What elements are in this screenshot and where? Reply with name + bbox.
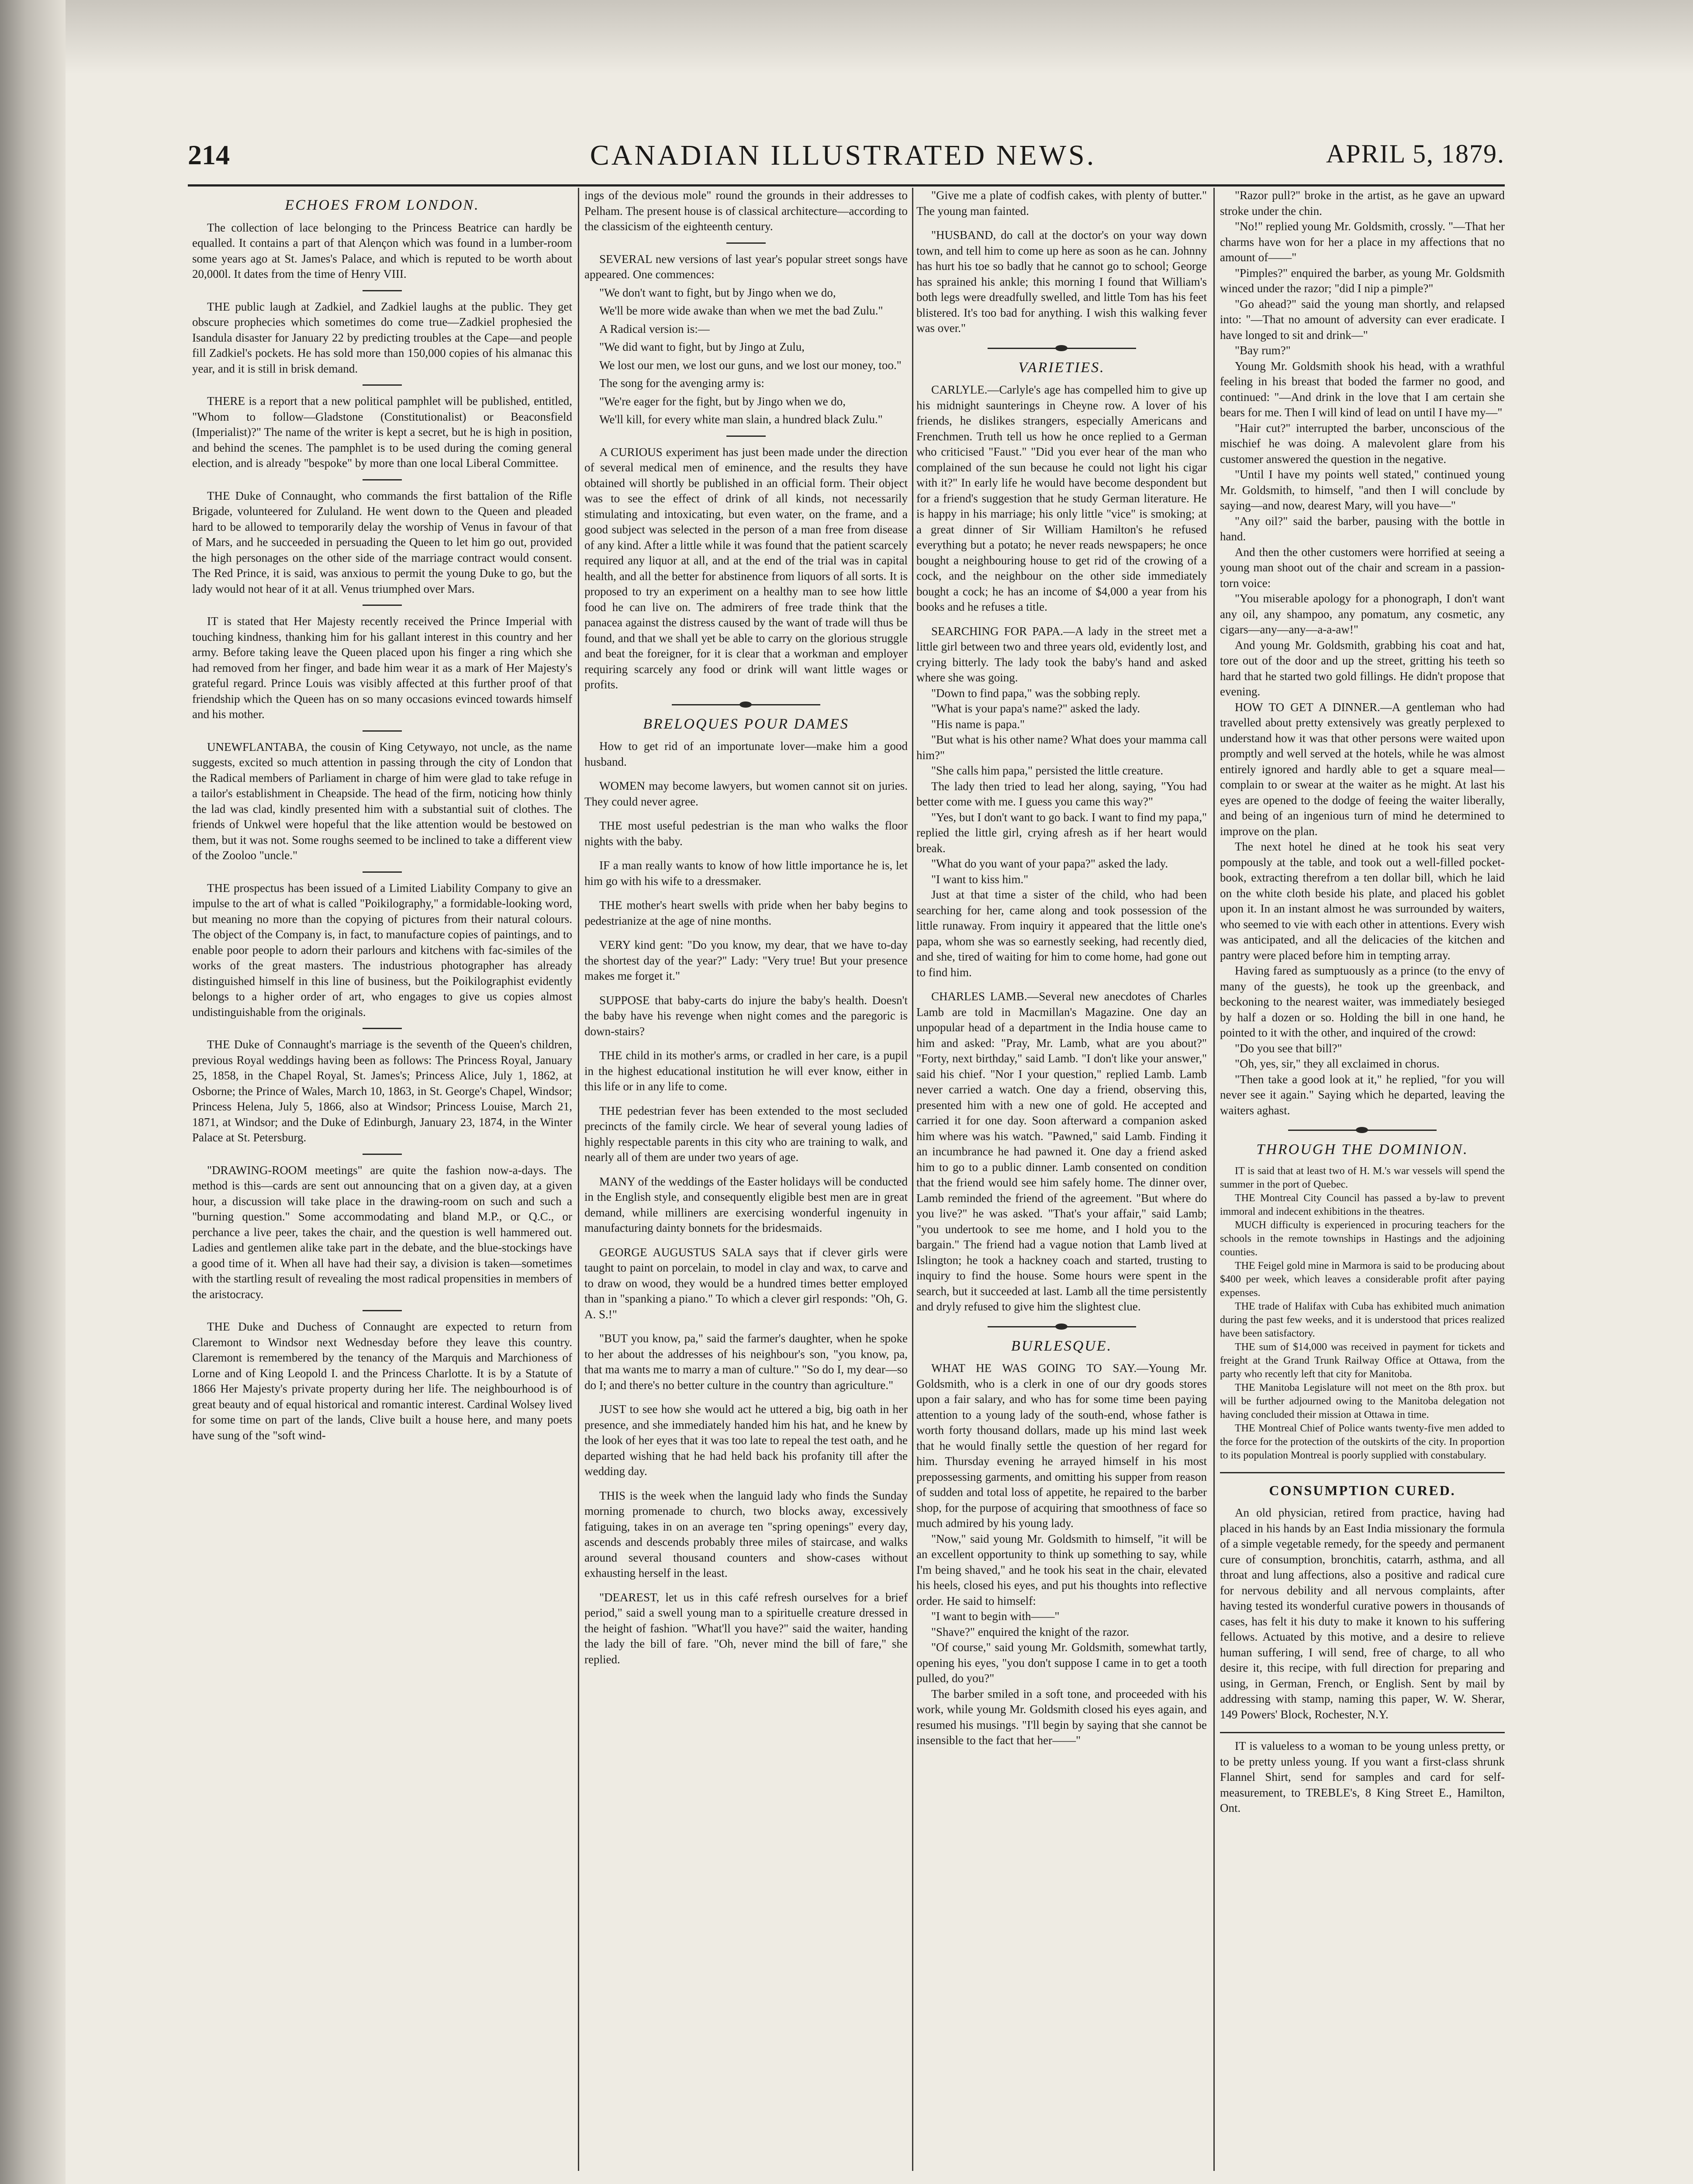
item-divider: [363, 605, 402, 606]
article-paragraph: A Radical version is:—: [599, 322, 710, 335]
item-divider: [363, 384, 402, 386]
article-paragraph: "Then take a good look at it," he replied, "for you will never see it again." Saying which he departed, leaving the waiters aghast.: [1220, 1072, 1505, 1117]
article-paragraph: THE pedestrian fever has been extended to the most secluded precincts of the family circle. We hear of several young ladies of highly respectable parents in this city who are training to walk, and nearly all of them are under two years of age.: [584, 1104, 908, 1164]
ornamental-rule: [1288, 1128, 1437, 1132]
section-heading-burlesque: BURLESQUE.: [1011, 1337, 1113, 1354]
article-paragraph: SEARCHING FOR PAPA.—A lady in the street met a little girl between two and three years old, evidently lost, and crying bitterly. The lady took the baby's hand and asked where she was going.: [916, 624, 1207, 684]
article-paragraph: Having fared as sumptuously as a prince (to the envy of many of the guests), he took up the greenback, and beckoning to the nearest waiter, was immediately besieged by half a dozen or so. Holding the bill in one hand, he pointed to it with the other, and inquired of the crowd:: [1220, 964, 1505, 1039]
ornamental-rule: [672, 702, 820, 707]
column-rule: [1213, 188, 1215, 2171]
article-paragraph: CHARLES LAMB.—Several new anecdotes of Charles Lamb are told in Macmillan's Magazine. One day an unpopular head of a department in the India house came to him and asked: "Pray, Mr. Lamb, what are you about?" "Forty, next birthday," said Lamb. "I don't like your answer," said his chief. "Nor I your question," replied Lamb. Lamb never carried a watch. One day a friend, observing this, presented him with a new one of gold. He accepted and carried it for one day. Soon afterward a companion asked him where was his watch. "Pawned," said Lamb. Finding it an incumbrance he had pawned it. One day a friend asked him to go to a public dinner. Lamb consented on condition that the friend would see him safely home. The dinner over, Lamb reminded the friend of the agreement. "But where do you live?" he was asked. "That's your affair," said Lamb; "you undertook to see me home, and I hold you to the bargain." The friend had a vague notion that Lamb lived at Islington; he took a hackney coach and started, trusting to inquiry to find the house. Some hours were spent in the search, but it succeeded at last. Lamb all the time persistently and dryly refused to give him the slightest clue.: [916, 990, 1207, 1313]
article-paragraph: CARLYLE.—Carlyle's age has compelled him to give up his midnight saunterings in Cheyne row. A lover of his friends, he dislikes strangers, especially Americans and Frenchmen. Truth tell us how he once replied to a German who criticised "Faust." "Did you ever hear of the man who complained of the sun because he could not light his cigar with it?" In early life he would have become despondent but for a friend's suggestion that he study German literature. He is happy in his marriage; his only little "vice" is smoking; at a great dinner of Sir William Hamilton's he refused everything but a potato; he never reads newspapers; he once bought a neighbouring house to get rid of the crowing of a cock, and the neighbour on the other side immediately bought a cock; he has an income of $4,000 a year from his books and he refuses a title.: [916, 383, 1207, 613]
article-paragraph: THE child in its mother's arms, or cradled in her care, is a pupil in the highest educational institution he will ever know, either in this life or in any life to come.: [584, 1049, 908, 1093]
news-item: THE sum of $14,000 was received in payment for tickets and freight at the Grand Trunk Railway Office at Ottawa, from the party who recently left that city for Manitoba.: [1220, 1341, 1505, 1380]
article-paragraph: THE prospectus has been issued of a Limited Liability Company to give an impulse to the art of what is called "Poikilography," a formidable-looking word, but meaning no more than the copying of pictures from their natural colours. The object of the Company is, in fact, to manufacture copies of paintings, and to enable poor people to adorn their parlours and kitchens with fac-similes of the works of the great masters. The industrious photographer has already distinguished himself in this line of business, but the Poikilographist evidently belongs to a higher order of art, who engages to give us copies almost undistinguishable from the originals.: [192, 881, 572, 1019]
column-1: [192, 188, 572, 2180]
advertisement-rule: [1220, 1732, 1505, 1733]
news-item: THE trade of Halifax with Cuba has exhibited much animation during the past few weeks, and it is understood that prices realized have been satisfactory.: [1220, 1300, 1505, 1339]
article-paragraph: VERY kind gent: "Do you know, my dear, that we have to-day the shortest day of the year?" Lady: "Very true! But your presence makes me forget it.": [584, 938, 908, 982]
article-paragraph: "Now," said young Mr. Goldsmith to himself, "it will be an excellent opportunity to think up something to say, while I'm being shaved," and he took his seat in the chair, elevated his heels, closed his eyes, and put his thoughts into reflective order. He said to himself:: [916, 1532, 1207, 1607]
song-verse-line: "We don't want to fight, but by Jingo when we do,: [599, 286, 836, 299]
section-heading-through-the-dominion: THROUGH THE DOMINION.: [1256, 1141, 1468, 1158]
article-paragraph: "You miserable apology for a phonograph, I don't want any oil, any shampoo, any pomatum, any cosmetic, any cigars—any—any—a-a-aw!": [1220, 592, 1505, 636]
news-item: THE Feigel gold mine in Marmora is said to be producing about $400 per week, which leaves a considerable profit after paying expenses.: [1220, 1260, 1505, 1299]
article-paragraph: And young Mr. Goldsmith, grabbing his coat and hat, tore out of the door and up the street, gritting his teeth so hard that he started two gold fillings. He didn't propose that evening.: [1220, 638, 1505, 698]
article-paragraph: "Any oil?" said the barber, pausing with the bottle in hand.: [1220, 514, 1505, 543]
song-verse-line: "We did want to fight, but by Jingo at Zulu,: [599, 340, 805, 353]
newspaper-title: CANADIAN ILLUSTRATED NEWS.: [590, 139, 1096, 171]
item-divider: [363, 479, 402, 480]
article-paragraph: "Yes, but I don't want to go back. I want to find my papa," replied the little girl, crying afresh as if her heart would break.: [916, 810, 1207, 855]
article-paragraph: THE most useful pedestrian is the man who walks the floor nights with the baby.: [584, 819, 908, 848]
article-paragraph: "I want to kiss him.": [931, 872, 1029, 886]
item-divider: [363, 290, 402, 291]
article-paragraph: Just at that time a sister of the child, who had been searching for her, came along and took possession of the little runaway. From inquiry it appeared that the little one's papa, whom she was so earnestly seeking, had recently died, and she, tired of waiting for him to come home, had gone out to find him.: [916, 888, 1207, 979]
advertisement-text: An old physician, retired from practice, having had placed in his hands by an East India missionary the formula of a simple vegetable remedy, for the speedy and permanent cure of consumption, bronchitis, catarrh, asthma, and all throat and lung affections, also a positive and radical cure for nervous debility and all nervous complaints, after having tested its wonderful curative powers in thousands of cases, has felt it his duty to make it known to his suffering fellows. Actuated by this motive, and a desire to relieve human suffering, I will send, free of charge, to all who desire it, this recipe, with full direction for preparing and using, in German, French, or English. Sent by mail by addressing with stamp, naming this paper, W. W. Sherar, 149 Powers' Block, Rochester, N.Y.: [1220, 1506, 1505, 1721]
article-paragraph: UNEWFLANTABA, the cousin of King Cetywayo, not uncle, as the name suggests, excited so much attention in passing through the city of London that the Radical members of Parliament in charge of him were glad to take refuge in a tailor's establishment in Cheapside. The head of the firm, noticing how thinly the lad was clad, kindly presented him with a substantial suit of clothes. The friends of Unkwel were hopeful that the like attention would be bestowed on them, but it was not. Some roughs seemed to be inclined to take a different view of the Zooloo "uncle.": [192, 740, 572, 862]
article-paragraph: How to get rid of an importunate lover—make him a good husband.: [584, 740, 908, 768]
article-paragraph: IT is stated that Her Majesty recently received the Prince Imperial with touching kindness, thanking him for his gallant interest in this country and her army. Before taking leave the Queen placed upon his finger a ring which she had removed from her finger, and bade him wear it as a mark of Her Majesty's grateful regard. Prince Louis was visibly affected at this further proof of that friendship which the Queen has on so many occasions evinced towards himself and his mother.: [192, 615, 572, 721]
article-paragraph: SEVERAL new versions of last year's popular street songs have appeared. One commences:: [584, 252, 908, 281]
article-paragraph: Young Mr. Goldsmith shook his head, with a wrathful feeling in his breast that boded the farmer no good, and continued: "—And drink in the love that I am certain she bears for me. Then I will kind of lead on until I have my—": [1220, 359, 1505, 419]
article-paragraph: "Of course," said young Mr. Goldsmith, somewhat tartly, opening his eyes, "you don't suppose I came in to get a tooth pulled, do you?": [916, 1641, 1207, 1685]
ornamental-rule: [988, 346, 1136, 350]
article-paragraph: The collection of lace belonging to the Princess Beatrice can hardly be equalled. It contains a part of that Alençon which was found in a lumber-room some years ago at St. James's Palace, and which is reputed to be worth about 20,000l. It dates from the time of Henry VIII.: [192, 221, 572, 280]
article-paragraph: "Give me a plate of codfish cakes, with plenty of butter." The young man fainted.: [916, 189, 1207, 218]
article-paragraph: A CURIOUS experiment has just been made under the direction of several medical men of eminence, and the results they have obtained will shortly be published in an official form. Their object was to see the effect of drink of all kinds, not necessarily stimulating and intoxicating, but even water, on the frame, and a good subject was selected in the person of a man free from disease of any kind. After a little while it was found that the patient scarcely required any liquor at all, and at the end of the trial was in capital health, and all the better for abstinence from liquors of all sorts. It is proposed to try an experiment on a healthy man to see how little food he can live on. The admirers of free trade think that the panacea against the distress caused by the want of trade will thus be found, and that we shall yet be able to carry on the glorious struggle and beat the foreigner, for it is clear that a workman and employer requiring scarcely any food or drink will want little wages or profits.: [584, 445, 908, 691]
advertisement-rule: [1220, 1472, 1505, 1473]
article-paragraph: "She calls him papa," persisted the little creature.: [931, 764, 1164, 777]
column-2: [584, 188, 908, 2180]
article-paragraph: "But what is his other name? What does your mamma call him?": [916, 733, 1207, 762]
item-divider: [363, 1154, 402, 1155]
article-paragraph: "Hair cut?" interrupted the barber, unconscious of the mischief he was doing. A malevolent glare from his customer answered the question in the negative.: [1220, 421, 1505, 466]
section-heading-echoes-from-london: ECHOES FROM LONDON.: [285, 197, 480, 213]
ornamental-rule: [988, 1324, 1136, 1329]
article-paragraph: "HUSBAND, do call at the doctor's on your way down town, and tell him to come up here as soon as he can. Johnny has hurt his toe so badly that he cannot go to school; George has sprained his ankle; this morning I found that William's both legs were dreadfully swelled, and little Tom has his feet blistered. It's too bad for anything. I wish this walking fever was over.": [916, 228, 1207, 335]
article-paragraph: JUST to see how she would act he uttered a big, big oath in her presence, and she immediately handed him his hat, and he knew by the look of her eyes that it was too late to repeal the test oath, and he departed wishing that he had held back his profanity till after the wedding day.: [584, 1403, 908, 1478]
article-paragraph: "DEAREST, let us in this café refresh ourselves for a brief period," said a swell young man to a spirituelle creature dressed in the height of fashion. "What'll you have?" said the waiter, handing the lady the bill of fare. "Oh, never mind the bill of fare," she replied.: [584, 1590, 908, 1666]
binding-gutter-shadow: [0, 0, 66, 2184]
article-paragraph: "Shave?" enquired the knight of the razor.: [931, 1625, 1130, 1638]
article-paragraph: "What is your papa's name?" asked the lady.: [931, 702, 1140, 715]
item-divider: [726, 435, 766, 437]
item-divider: [363, 1310, 402, 1311]
article-paragraph: THIS is the week when the languid lady who finds the Sunday morning promenade to church, two blocks away, excessively fatiguing, takes in on an average ten "spring openings" every day, ascends and descends probably three miles of staircase, and walks around several thousand counters and show-cases without exhausting herself in the least.: [584, 1489, 908, 1579]
article-paragraph: "Razor pull?" broke in the artist, as he gave an upward stroke under the chin.: [1220, 189, 1505, 218]
article-paragraph: "What do you want of your papa?" asked the lady.: [931, 857, 1168, 870]
column-rule: [912, 188, 913, 2171]
article-paragraph: THE mother's heart swells with pride when her baby begins to pedestrianize at the age of nine months.: [584, 898, 908, 927]
news-item: THE Montreal City Council has passed a by-law to prevent immoral and indecent exhibitions in the theatres.: [1220, 1192, 1505, 1217]
section-heading-breloques-pour-dames: BRELOQUES POUR DAMES: [643, 715, 849, 732]
article-paragraph: WHAT HE WAS GOING TO SAY.—Young Mr. Goldsmith, who is a clerk in one of our dry goods stores upon a fair salary, and who has for some time been paying attention to a young lady of the south-end, whose father is worth forty thousand dollars, made up his mind last week that he would finally settle the question of her regard for him. Thursday evening he arrayed himself in his most prepossessing garments, and omitting his supper from reason of sudden and total loss of appetite, he repaired to the barber shop, for the purpose of acquiring that smoothness of face so much admired by his young lady.: [916, 1362, 1207, 1530]
article-paragraph: WOMEN may become lawyers, but women cannot sit on juries. They could never agree.: [584, 779, 908, 808]
article-paragraph: "BUT you know, pa," said the farmer's daughter, when he spoke to her about the addresses of his neighbour's son, "you know, pa, that ma wants me to marry a man of culture." "So do I, my dear—so do I; and there's no better culture in the country than agriculture.": [584, 1332, 908, 1392]
advertisement-text: IT is valueless to a woman to be young unless pretty, or to be pretty unless young. If you want a first-class shrunk Flannel Shirt, send for samples and card for self-measurement, to TREBLE's, 8 King Street E., Hamilton, Ont.: [1220, 1739, 1505, 1814]
issue-date: APRIL 5, 1879.: [1326, 139, 1505, 168]
article-paragraph: THE Duke of Connaught, who commands the first battalion of the Rifle Brigade, volunteered for Zululand. He went down to the Queen and pleaded hard to be allowed to temporarily delay the worship of Venus in favour of that of Mars, and he succeeded in persuading the Queen to let him go out, provided the high personages on the other side of the marriage contract would consent. The Red Prince, it is said, was anxious to permit the young Duke to go, but the lady would not hear of it at all. Venus triumphed over Mars.: [192, 489, 572, 595]
item-divider: [363, 871, 402, 873]
article-paragraph: "Bay rum?": [1235, 344, 1291, 357]
article-paragraph: THE public laugh at Zadkiel, and Zadkiel laughs at the public. They get obscure prophecies which sometimes do come true—Zadkiel prophesied the Isandula disaster for January 22 by predicting troubles at the Cape—and people fill Zadkiel's pockets. He has sold more than 150,000 copies of his almanac this year, and it is still in brisk demand.: [192, 300, 572, 375]
article-paragraph: "Until I have my points well stated," continued young Mr. Goldsmith, to himself, "and then I will conclude by saying—and now, dearest Mary, will you have—": [1220, 468, 1505, 512]
masthead: [188, 139, 1505, 183]
article-paragraph: The song for the avenging army is:: [599, 377, 764, 390]
article-paragraph: THERE is a report that a new political pamphlet will be published, entitled, "Whom to follow—Gladstone (Constitutionalist) or Beaconsfield (Imperialist)?" The name of the writer is kept a secret, but he is high in position, and behind the scenes. The pamphlet is to be used during the coming general election, and is already "bespoke" by more than one local Liberal Committee.: [192, 394, 572, 470]
article-paragraph: "His name is papa.": [931, 717, 1025, 731]
article-paragraph: HOW TO GET A DINNER.—A gentleman who had travelled about pretty extensively was greatly perplexed to understand how it was that other persons were waited upon promptly and well served at the hotels, while he was almost entirely ignored and hardly able to get a square meal—complain to or swear at the waiter as he might. At last his eyes are opened to the dodge of feeing the waiter liberally, and being of an ingenious turn of mind he determined to improve on the plan.: [1220, 700, 1505, 838]
article-paragraph: The lady then tried to lead her along, saying, "You had better come with me. I guess you came this way?": [916, 779, 1207, 808]
song-verse-line: We'll be more wide awake than when we met the bad Zulu.": [599, 304, 883, 317]
article-paragraph: SUPPOSE that baby-carts do injure the baby's health. Doesn't the baby have his revenge when night comes and the paregoric is down-stairs?: [584, 993, 908, 1038]
article-paragraph: "I want to begin with——": [931, 1610, 1060, 1623]
page-number: 214: [188, 139, 230, 170]
article-paragraph: "Do you see that bill?": [1235, 1041, 1342, 1055]
article-paragraph: "Oh, yes, sir," they all exclaimed in chorus.: [1235, 1057, 1440, 1070]
article-paragraph: GEORGE AUGUSTUS SALA says that if clever girls were taught to paint on porcelain, to model in clay and wax, to carve and to draw on wood, they would be a hundred times better employed than in "spanking a piano." To which a clever girl responds: "Oh, G. A. S.!": [584, 1245, 908, 1321]
news-item: IT is said that at least two of H. M.'s war vessels will spend the summer in the port of Quebec.: [1220, 1165, 1505, 1190]
article-paragraph: MANY of the weddings of the Easter holidays will be conducted in the English style, and consequently eligible best men are in great demand, while milliners are exercising wonderful ingenuity in manufacturing dainty bonnets for the bridesmaids.: [584, 1175, 908, 1234]
article-paragraph: "Go ahead?" said the young man shortly, and relapsed into: "—That no amount of adversity can ever eradicate. I have longed to sit and drink—": [1220, 297, 1505, 342]
article-paragraph: The barber smiled in a soft tone, and proceeded with his work, while young Mr. Goldsmith closed his eyes again, and resumed his musings. "I'll begin by saying that she cannot be insensible to the fact that her——": [916, 1687, 1207, 1747]
page-top-shadow: [0, 0, 1693, 74]
song-verse-line: We lost our men, we lost our guns, and we lost our money, too.": [599, 358, 902, 372]
news-item: THE Montreal Chief of Police wants twenty-five men added to the force for the protection of the outskirts of the city. In proportion to its population Montreal is poorly supplied with constabulary.: [1220, 1422, 1505, 1461]
news-item: THE Manitoba Legislature will not meet on the 8th prox. but will be further adjourned owing to the Manitoba delegation not having concluded their mission at Ottawa in time.: [1220, 1382, 1505, 1420]
article-paragraph: "DRAWING-ROOM meetings" are quite the fashion now-a-days. The method is this—cards are sent out announcing that on a given day, at a given hour, a discussion will take place in the drawing-room on such and such a "burning question." Some accommodating and bland M.P., or Q.C., or perchance a live peer, takes the chair, and the question is well hammered out. Ladies and gentlemen alike take part in the debate, and the blue-stockings have a good time of it. When all have had their say, a division is taken—sometimes with the startling result of revealing the most radical propensities in members of the aristocracy.: [192, 1163, 572, 1301]
column-rule: [578, 188, 579, 2171]
song-verse-line: We'll kill, for every white man slain, a hundred black Zulu.": [599, 413, 883, 426]
item-divider: [363, 730, 402, 732]
article-paragraph: "Down to find papa," was the sobbing reply.: [931, 686, 1140, 700]
article-paragraph: "Pimples?" enquired the barber, as young Mr. Goldsmith winced under the razor; "did I nip a pimple?": [1220, 266, 1505, 295]
article-paragraph: And then the other customers were horrified at seeing a young man shoot out of the chair and scream in a passion-torn voice:: [1220, 545, 1505, 590]
song-verse-line: "We're eager for the fight, but by Jingo when we do,: [599, 394, 846, 408]
article-paragraph: The next hotel he dined at he took his seat very pompously at the table, and took out a well-filled pocket-book, extracting therefrom a ten dollar bill, which he laid on the white cloth beside his plate, and placed his goblet upon it. In an instant almost he was surrounded by waiters, who seemed to vie with each other in attentions. Every wish was anticipated, and all the delicacies of the kitchen and pantry were placed before him in tempting array.: [1220, 840, 1505, 962]
article-paragraph: IF a man really wants to know of how little importance he is, let him go with his wife to a dressmaker.: [584, 859, 908, 888]
item-divider: [363, 1028, 402, 1029]
column-4: [1220, 188, 1505, 2180]
advertisement-heading-consumption-cured: CONSUMPTION CURED.: [1269, 1482, 1456, 1498]
article-paragraph: THE Duke and Duchess of Connaught are expected to return from Claremont to Windsor next Wednesday before they leave this country. Claremont is remembered by the tenancy of the Marquis and Marchioness of Lorne and of King Leopold I. and the Princess Charlotte. It is by a Statute of 1866 Her Majesty's private property during her life. The neighbourhood is of great beauty and of equal historical and romantic interest. Cardinal Wolsey lived for some time on part of the lands, Clive built a house here, and many poets have sung of the "soft wind-: [192, 1320, 572, 1442]
article-paragraph: THE Duke of Connaught's marriage is the seventh of the Queen's children, previous Royal weddings having been as follows: The Princess Royal, January 25, 1858, in the Chapel Royal, St. James's; Princess Alice, July 1, 1862, at Osborne; the Prince of Wales, March 10, 1863, in St. George's Chapel, Windsor; Princess Helena, July 5, 1866, also at Windsor; Princess Louise, March 21, 1871, at Windsor; and the Duke of Edinburgh, January 23, 1874, in the Winter Palace at St. Petersburg.: [192, 1038, 572, 1144]
news-item: MUCH difficulty is experienced in procuring teachers for the schools in the remote townships in Hastings and the adjoining counties.: [1220, 1219, 1505, 1258]
article-paragraph: ings of the devious mole" round the grounds in their addresses to Pelham. The present house is of classical architecture—according to the classicism of the eighteenth century.: [584, 189, 908, 233]
item-divider: [726, 242, 766, 244]
section-heading-varieties: VARIETIES.: [1018, 359, 1105, 376]
column-3: [916, 188, 1207, 2180]
article-paragraph: "No!" replied young Mr. Goldsmith, crossly. "—That her charms have won for her a place in my affections that no amount of——": [1220, 220, 1505, 264]
masthead-rule: [188, 184, 1505, 187]
